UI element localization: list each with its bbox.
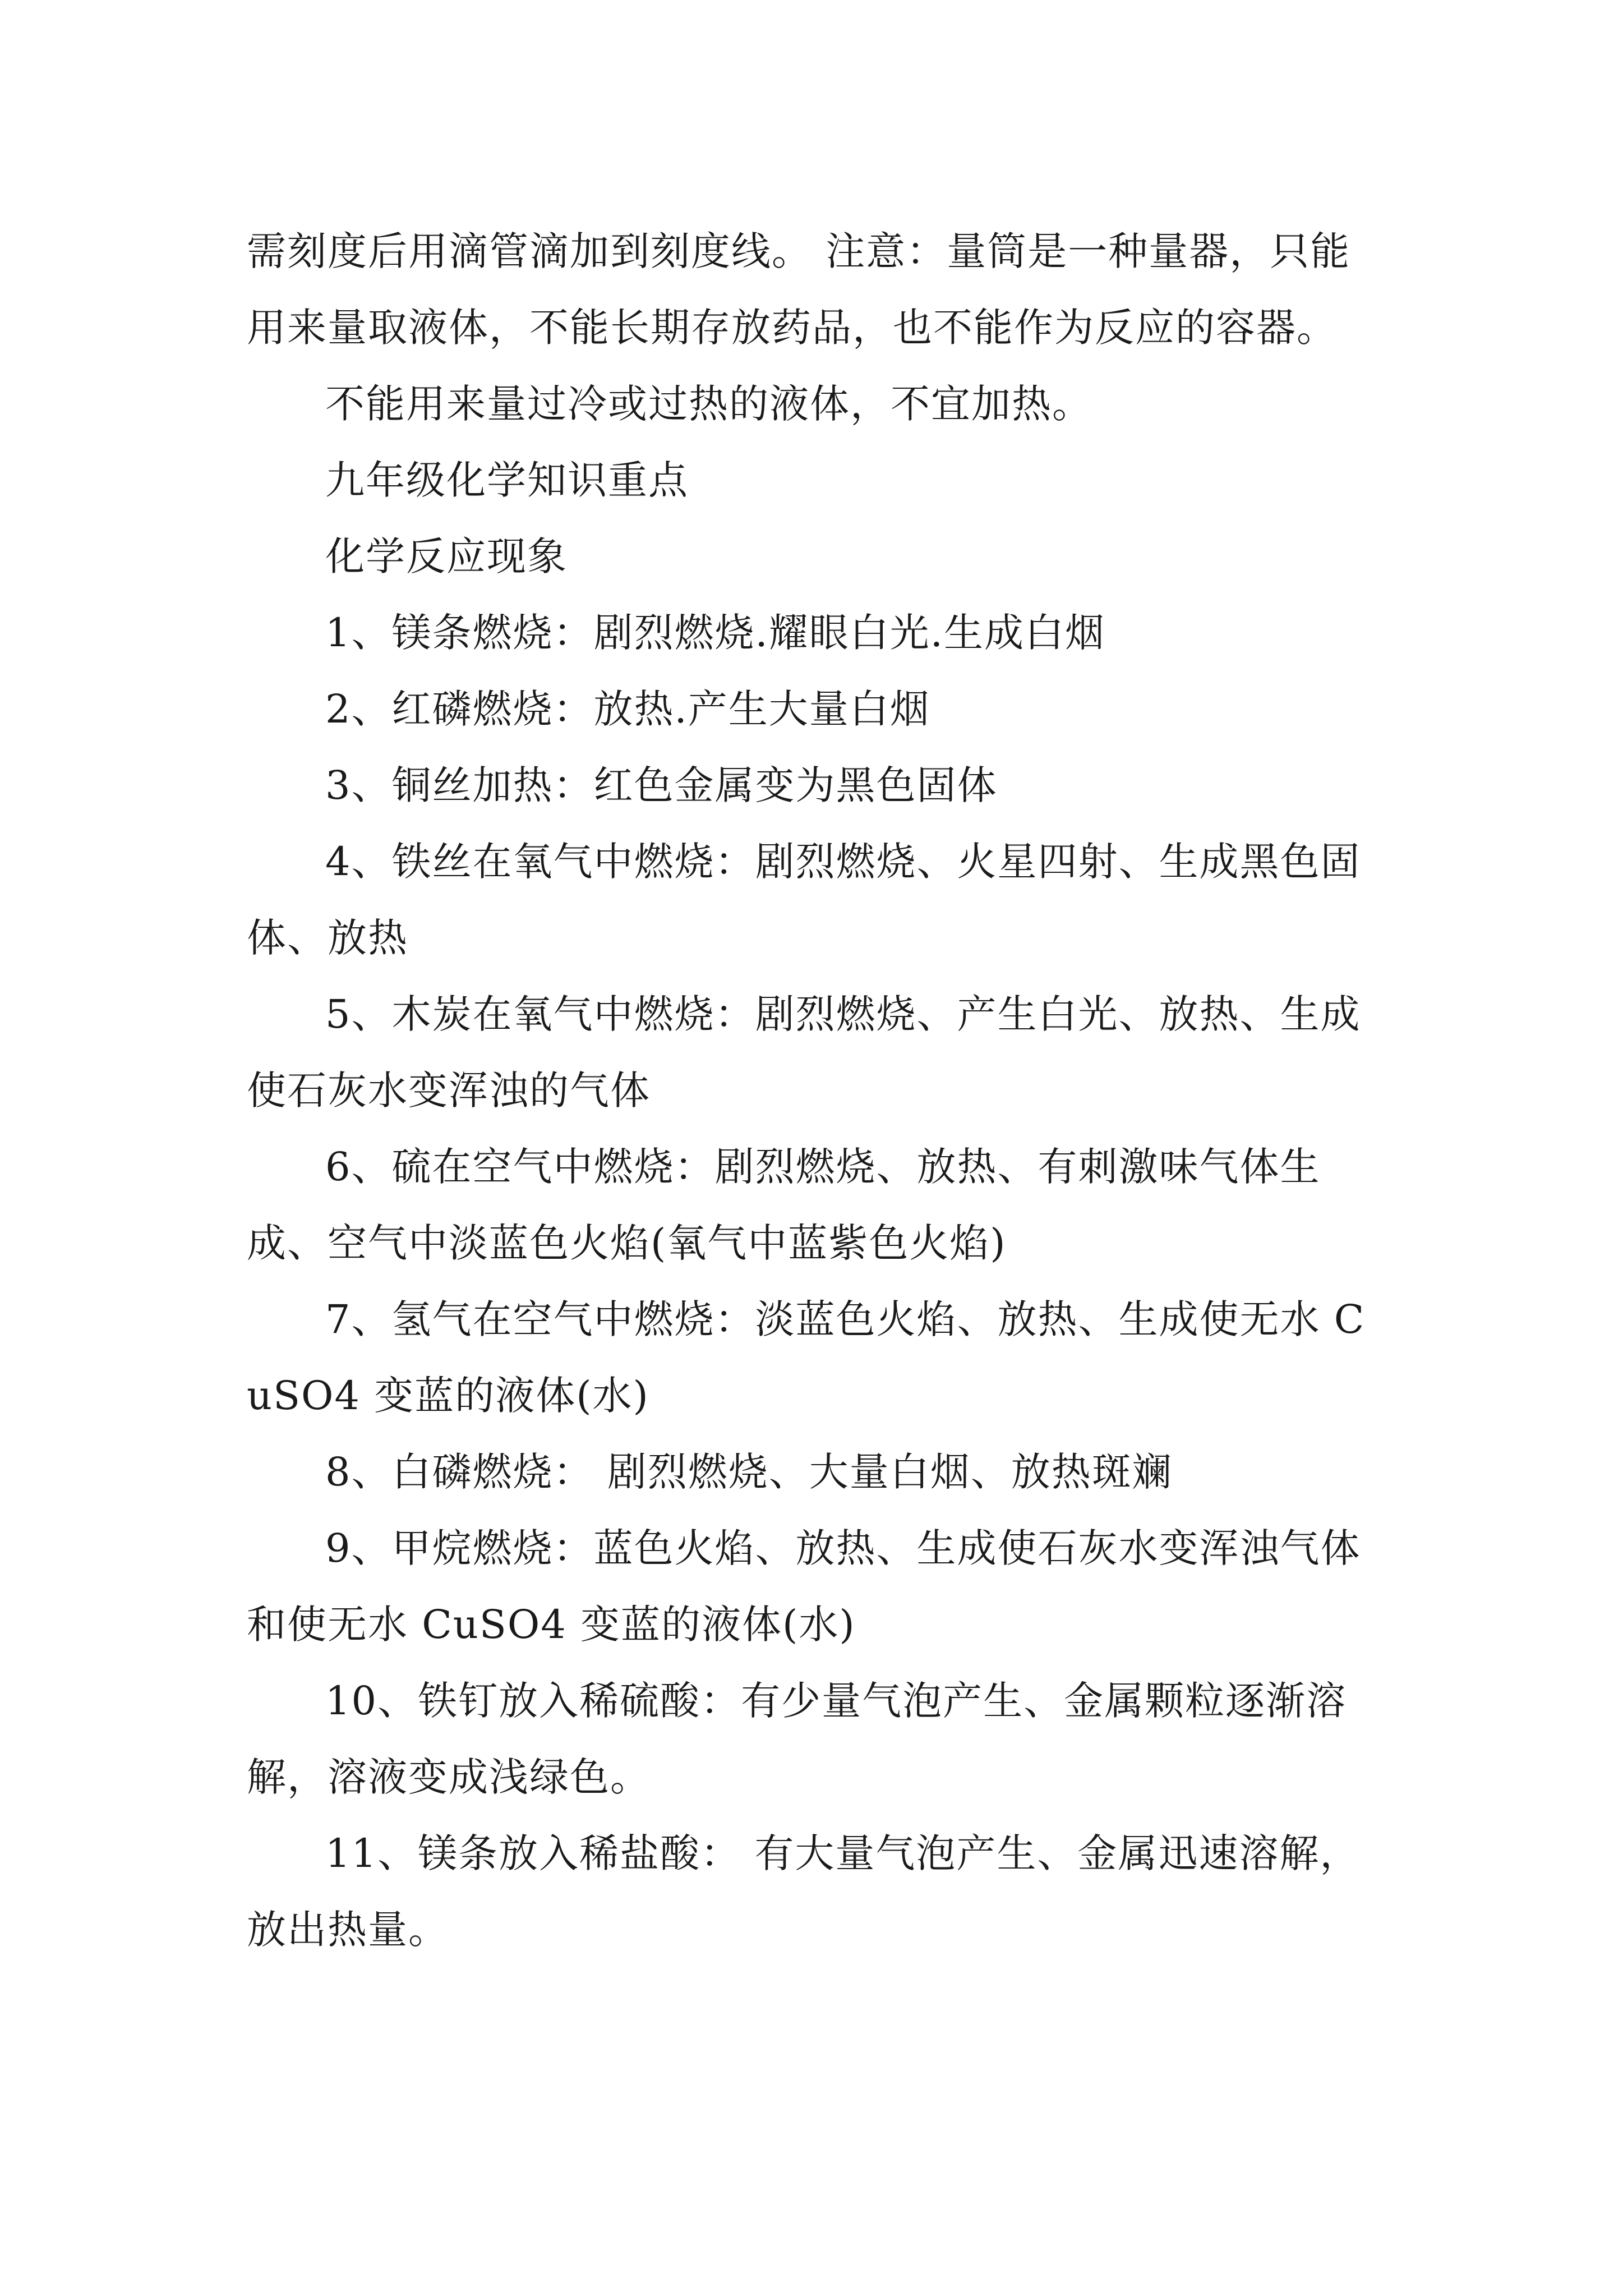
list-item: 2、红磷燃烧：放热.产生大量白烟 xyxy=(325,686,930,732)
paragraph-graduated-cylinder-note: 需刻度后用滴管滴加到刻度线。 注意：量筒是一种量器，只能用来量取液体，不能长期存放药品，也不能作为反应的容器。 xyxy=(247,228,1351,351)
document-body xyxy=(247,213,1391,1968)
list-item: 4、铁丝在氧气中燃烧：剧烈燃烧、火星四射、生成黑色固体、放热 xyxy=(247,839,1361,961)
list-item: 1、镁条燃烧：剧烈燃烧.耀眼白光.生成白烟 xyxy=(325,610,1106,656)
section-heading: 九年级化学知识重点 xyxy=(325,457,689,503)
list-item: 10、铁钉放入稀硫酸：有少量气泡产生、金属颗粒逐渐溶解，溶液变成浅绿色。 xyxy=(247,1678,1347,1800)
list-item: 6、硫在空气中燃烧：剧烈燃烧、放热、有刺激味气体生成、空气中淡蓝色火焰(氧气中蓝紫色火焰) xyxy=(247,1144,1321,1266)
paragraph-no-heating: 不能用来量过冷或过热的液体，不宜加热。 xyxy=(325,381,1092,427)
list-item: 11、镁条放入稀盐酸： 有大量气泡产生、金属迅速溶解，放出热量。 xyxy=(247,1830,1361,1953)
subsection-heading: 化学反应现象 xyxy=(325,533,568,579)
list-item: 7、氢气在空气中燃烧：淡蓝色火焰、放热、生成使无水 CuSO4 变蓝的液体(水) xyxy=(247,1296,1366,1419)
list-item: 9、甲烷燃烧：蓝色火焰、放热、生成使石灰水变浑浊气体和使无水 CuSO4 变蓝的液体(水) xyxy=(247,1525,1361,1648)
list-item: 8、白磷燃烧： 剧烈燃烧、大量白烟、放热斑斓 xyxy=(325,1449,1173,1495)
list-item: 5、木炭在氧气中燃烧：剧烈燃烧、产生白光、放热、生成使石灰水变浑浊的气体 xyxy=(247,991,1361,1114)
list-item: 3、铜丝加热：红色金属变为黑色固体 xyxy=(325,762,998,808)
